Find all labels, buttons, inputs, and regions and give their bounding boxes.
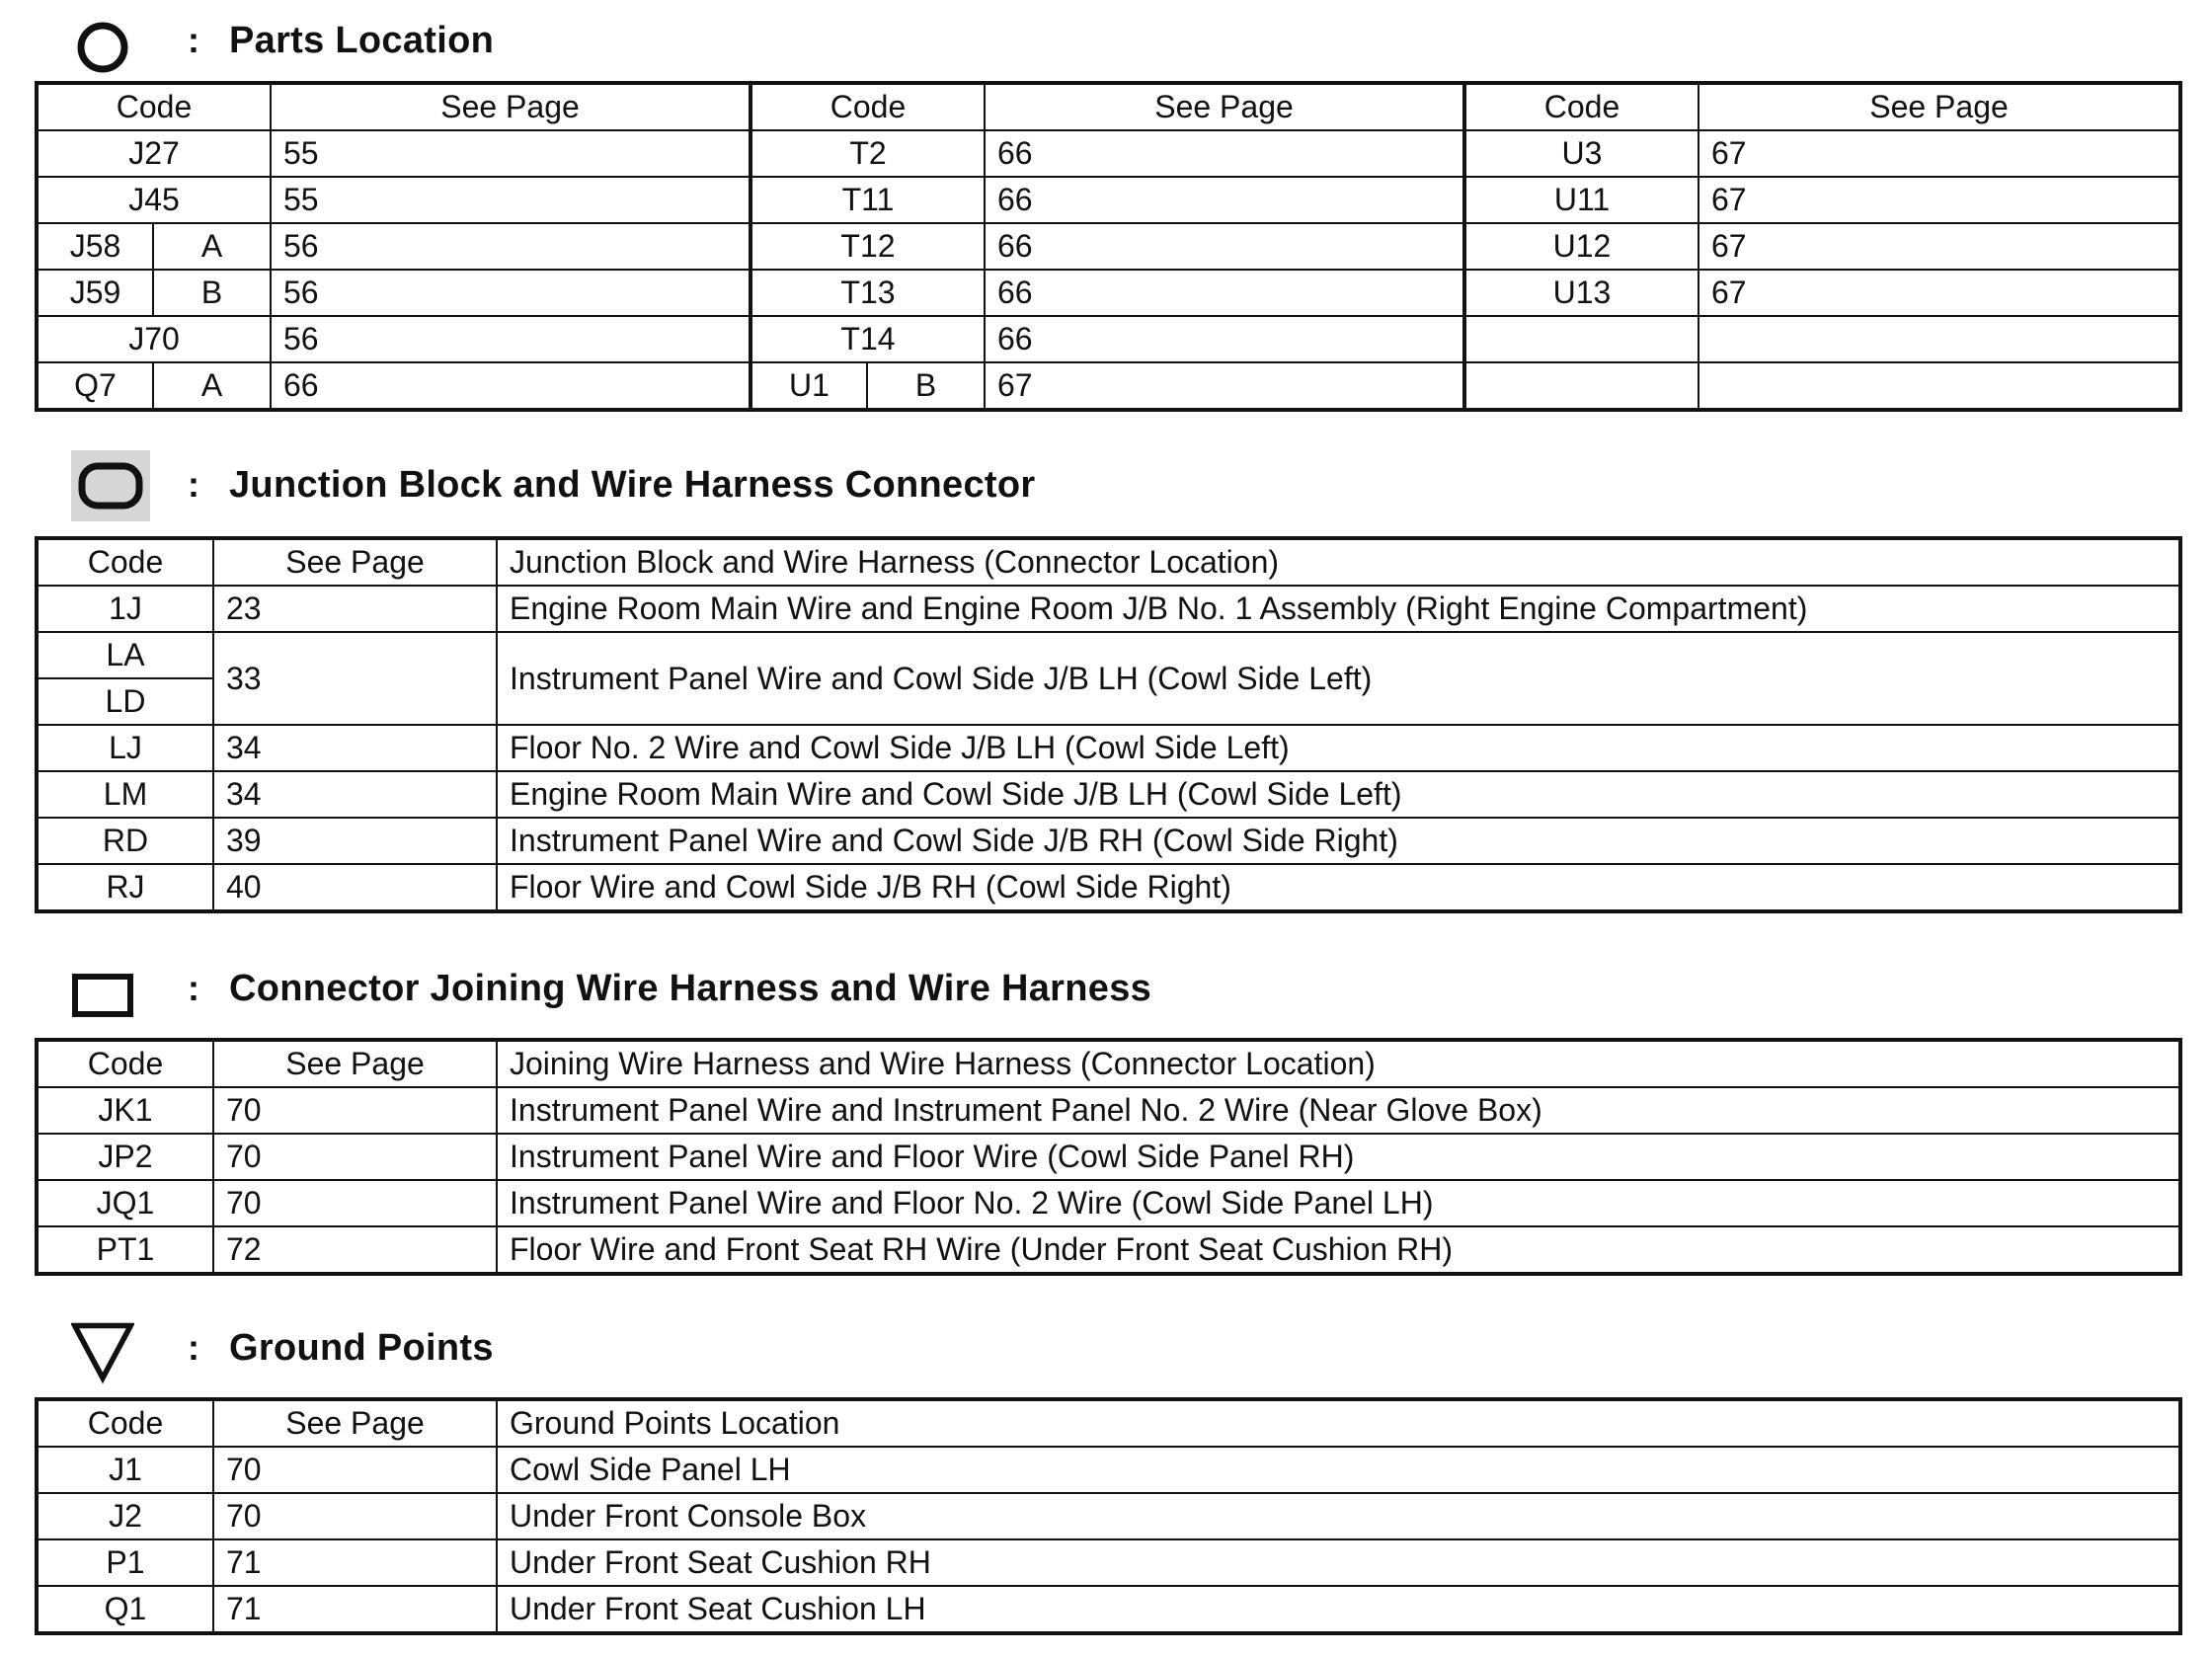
description-cell: Under Front Console Box xyxy=(497,1493,2180,1539)
page-cell: 40 xyxy=(213,864,497,911)
table-row xyxy=(37,632,2180,678)
code-cell: P1 xyxy=(37,1539,213,1586)
page-cell: 70 xyxy=(213,1180,497,1226)
code-cell: JK1 xyxy=(37,1087,213,1134)
parts-location-header xyxy=(0,6,2212,85)
header-see-page: See Page xyxy=(213,1399,497,1447)
description-cell: Instrument Panel Wire and Floor No. 2 Wire (Cowl Side Panel LH) xyxy=(497,1180,2180,1226)
code-cell: 1J xyxy=(37,586,213,632)
sub-code-cell: A xyxy=(153,362,271,410)
page-cell: 66 xyxy=(985,316,1464,362)
code-cell: J45 xyxy=(37,177,271,223)
code-cell: RJ xyxy=(37,864,213,911)
page-cell: 72 xyxy=(213,1226,497,1274)
rectangle-icon xyxy=(71,964,134,1027)
code-cell: JQ1 xyxy=(37,1180,213,1226)
table-row xyxy=(37,818,2180,864)
section-colon: : xyxy=(188,968,199,1008)
section-title: Connector Joining Wire Harness and Wire Harness xyxy=(229,968,1152,1009)
table-row xyxy=(37,586,2180,632)
sub-code-cell: B xyxy=(867,362,985,410)
code-cell: J1 xyxy=(37,1447,213,1493)
code-cell: J59 xyxy=(37,270,153,316)
header-code: Code xyxy=(37,83,271,130)
code-cell: U11 xyxy=(1464,177,1698,223)
header-code: Code xyxy=(37,1040,213,1087)
section-colon: : xyxy=(188,464,199,505)
code-cell: T2 xyxy=(750,130,985,177)
code-cell: J70 xyxy=(37,316,271,362)
section-title: Parts Location xyxy=(229,20,495,61)
page-cell: 70 xyxy=(213,1087,497,1134)
table-row xyxy=(37,1586,2180,1633)
sub-code-cell: B xyxy=(153,270,271,316)
header-code: Code xyxy=(37,538,213,586)
code-cell: T13 xyxy=(750,270,985,316)
description-cell: Engine Room Main Wire and Cowl Side J/B LH (Cowl Side Left) xyxy=(497,771,2180,818)
circle-icon xyxy=(71,16,134,79)
code-cell: Q7 xyxy=(37,362,153,410)
table-row xyxy=(37,1539,2180,1586)
code-cell: Q1 xyxy=(37,1586,213,1633)
page-cell: 66 xyxy=(985,223,1464,270)
page-cell: 39 xyxy=(213,818,497,864)
junction-block-table xyxy=(35,536,2182,913)
page-cell xyxy=(1698,362,2180,410)
code-cell: RD xyxy=(37,818,213,864)
table-row xyxy=(37,316,2180,362)
page-cell: 70 xyxy=(213,1134,497,1180)
table-header-row xyxy=(37,83,2180,130)
code-cell: LD xyxy=(37,678,213,725)
triangle-down-icon xyxy=(71,1317,134,1386)
page-cell: 67 xyxy=(1698,177,2180,223)
code-cell: T14 xyxy=(750,316,985,362)
description-cell: Instrument Panel Wire and Cowl Side J/B LH (Cowl Side Left) xyxy=(497,632,2180,725)
header-code: Code xyxy=(750,83,985,130)
description-cell: Instrument Panel Wire and Floor Wire (Cowl Side Panel RH) xyxy=(497,1134,2180,1180)
table-row xyxy=(37,362,2180,410)
table-row xyxy=(37,1087,2180,1134)
section-colon: : xyxy=(188,1327,199,1368)
code-cell: U13 xyxy=(1464,270,1698,316)
description-cell: Floor No. 2 Wire and Cowl Side J/B LH (Cowl Side Left) xyxy=(497,725,2180,771)
page-cell: 34 xyxy=(213,771,497,818)
table-row xyxy=(37,1180,2180,1226)
description-cell: Instrument Panel Wire and Instrument Panel No. 2 Wire (Near Glove Box) xyxy=(497,1087,2180,1134)
code-cell: U3 xyxy=(1464,130,1698,177)
code-cell: J2 xyxy=(37,1493,213,1539)
code-cell: J58 xyxy=(37,223,153,270)
code-cell: JP2 xyxy=(37,1134,213,1180)
page-cell: 23 xyxy=(213,586,497,632)
page-cell: 71 xyxy=(213,1586,497,1633)
table-row xyxy=(37,177,2180,223)
code-cell: U1 xyxy=(750,362,867,410)
code-cell xyxy=(1464,316,1698,362)
page-cell: 67 xyxy=(1698,270,2180,316)
parts-location-table xyxy=(35,81,2182,412)
connector-joining-header xyxy=(0,954,2212,1033)
page-cell: 34 xyxy=(213,725,497,771)
header-see-page: See Page xyxy=(985,83,1464,130)
page-cell: 56 xyxy=(271,223,750,270)
header-code: Code xyxy=(1464,83,1698,130)
page-cell: 55 xyxy=(271,130,750,177)
code-cell: PT1 xyxy=(37,1226,213,1274)
table-row xyxy=(37,864,2180,911)
header-see-page: See Page xyxy=(1698,83,2180,130)
section-colon: : xyxy=(188,20,199,60)
ground-points-header xyxy=(0,1313,2212,1392)
page-cell: 70 xyxy=(213,1493,497,1539)
page-cell: 66 xyxy=(271,362,750,410)
code-cell: J27 xyxy=(37,130,271,177)
code-cell: LJ xyxy=(37,725,213,771)
table-row xyxy=(37,130,2180,177)
header-description: Ground Points Location xyxy=(497,1399,2180,1447)
code-cell: LM xyxy=(37,771,213,818)
code-cell: LA xyxy=(37,632,213,678)
table-row xyxy=(37,1447,2180,1493)
description-cell: Instrument Panel Wire and Cowl Side J/B RH (Cowl Side Right) xyxy=(497,818,2180,864)
page-cell: 66 xyxy=(985,130,1464,177)
table-header-row xyxy=(37,538,2180,586)
section-title: Ground Points xyxy=(229,1327,494,1369)
page-cell: 55 xyxy=(271,177,750,223)
header-description: Joining Wire Harness and Wire Harness (Connector Location) xyxy=(497,1040,2180,1087)
table-row xyxy=(37,270,2180,316)
table-header-row xyxy=(37,1399,2180,1447)
ground-points-table xyxy=(35,1397,2182,1635)
table-row xyxy=(37,771,2180,818)
table-row xyxy=(37,1134,2180,1180)
code-cell: T11 xyxy=(750,177,985,223)
page-cell: 67 xyxy=(1698,223,2180,270)
connector-joining-table xyxy=(35,1038,2182,1276)
table-header-row xyxy=(37,1040,2180,1087)
description-cell: Under Front Seat Cushion RH xyxy=(497,1539,2180,1586)
page-cell: 71 xyxy=(213,1539,497,1586)
page-cell: 70 xyxy=(213,1447,497,1493)
code-cell xyxy=(1464,362,1698,410)
sub-code-cell: A xyxy=(153,223,271,270)
page-cell: 67 xyxy=(1698,130,2180,177)
header-see-page: See Page xyxy=(213,538,497,586)
description-cell: Cowl Side Panel LH xyxy=(497,1447,2180,1493)
table-row xyxy=(37,1493,2180,1539)
description-cell: Under Front Seat Cushion LH xyxy=(497,1586,2180,1633)
section-title: Junction Block and Wire Harness Connector xyxy=(229,464,1036,506)
page-cell: 56 xyxy=(271,316,750,362)
description-cell: Floor Wire and Cowl Side J/B RH (Cowl Side Right) xyxy=(497,864,2180,911)
header-see-page: See Page xyxy=(271,83,750,130)
description-cell: Floor Wire and Front Seat RH Wire (Under Front Seat Cushion RH) xyxy=(497,1226,2180,1274)
rounded-rect-icon xyxy=(71,450,150,521)
page-cell: 56 xyxy=(271,270,750,316)
page-cell: 66 xyxy=(985,177,1464,223)
junction-block-header xyxy=(0,450,2212,529)
page-cell: 66 xyxy=(985,270,1464,316)
code-cell: T12 xyxy=(750,223,985,270)
page-cell: 67 xyxy=(985,362,1464,410)
table-row xyxy=(37,1226,2180,1274)
page-cell xyxy=(1698,316,2180,362)
table-row xyxy=(37,223,2180,270)
header-see-page: See Page xyxy=(213,1040,497,1087)
header-description: Junction Block and Wire Harness (Connector Location) xyxy=(497,538,2180,586)
description-cell: Engine Room Main Wire and Engine Room J/B No. 1 Assembly (Right Engine Compartment) xyxy=(497,586,2180,632)
code-cell: U12 xyxy=(1464,223,1698,270)
table-row xyxy=(37,725,2180,771)
header-code: Code xyxy=(37,1399,213,1447)
page-cell: 33 xyxy=(213,632,497,725)
